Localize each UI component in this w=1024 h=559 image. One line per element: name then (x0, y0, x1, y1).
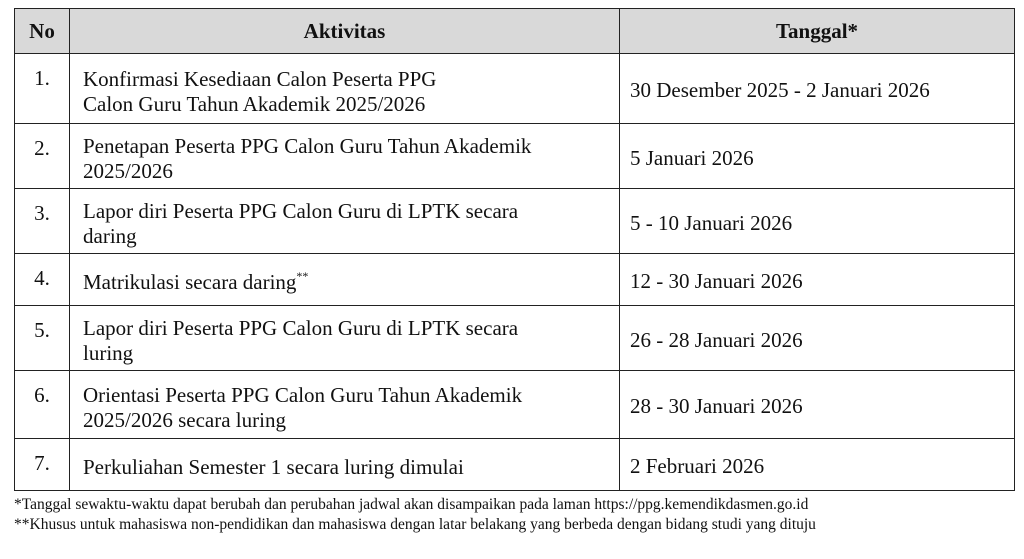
row-number: 3. (15, 189, 70, 254)
schedule-table (14, 8, 1015, 491)
row-number: 5. (15, 306, 70, 371)
activity-line: Lapor diri Peserta PPG Calon Guru di LPTK secara (83, 316, 519, 340)
row-activity (70, 254, 620, 306)
activity-line: Penetapan Peserta PPG Calon Guru Tahun Akademik (83, 134, 532, 158)
table-row (15, 439, 1015, 491)
row-activity (70, 54, 620, 124)
activity-line: luring (83, 341, 134, 365)
row-number: 6. (15, 371, 70, 439)
header-activity: Aktivitas (70, 9, 620, 54)
activity-line: Perkuliahan Semester 1 secara luring dimulai (83, 455, 464, 479)
activity-line: Matrikulasi secara daring (83, 270, 297, 294)
activity-line: 2025/2026 (83, 159, 173, 183)
footnote-marker: ** (296, 269, 309, 283)
table-row (15, 189, 1015, 254)
row-date: 12 - 30 Januari 2026 (620, 254, 1015, 306)
row-date: 2 Februari 2026 (620, 439, 1015, 491)
schedule-document (14, 8, 1014, 535)
row-activity (70, 124, 620, 189)
row-activity (70, 371, 620, 439)
footnote-date-change: *Tanggal sewaktu-waktu dapat berubah dan perubahan jadwal akan disampaikan pada laman https://ppg.kemendikdasmen.go.id (14, 496, 809, 513)
row-number: 1. (15, 54, 70, 124)
table-row (15, 124, 1015, 189)
activity-line: 2025/2026 secara luring (83, 407, 286, 432)
row-date: 30 Desember 2025 - 2 Januari 2026 (620, 54, 1015, 124)
table-row (15, 306, 1015, 371)
activity-line: Lapor diri Peserta PPG Calon Guru di LPTK secara (83, 199, 519, 223)
activity-line: daring (83, 224, 137, 248)
footnotes (14, 495, 1014, 535)
header-no: No (15, 9, 70, 54)
footnote-non-education: **Khusus untuk mahasiswa non-pendidikan dan mahasiswa dengan latar belakang yang berbeda dengan bidang studi yang dituju (14, 516, 816, 533)
activity-line: Calon Guru Tahun Akademik 2025/2026 (83, 91, 426, 116)
row-activity (70, 439, 620, 491)
row-activity (70, 189, 620, 254)
row-date: 5 - 10 Januari 2026 (620, 189, 1015, 254)
table-row (15, 54, 1015, 124)
table-row (15, 371, 1015, 439)
row-date: 28 - 30 Januari 2026 (620, 371, 1015, 439)
activity-line: Konfirmasi Kesediaan Calon Peserta PPG (83, 66, 437, 91)
table-header-row (15, 9, 1015, 54)
header-date: Tanggal* (620, 9, 1015, 54)
row-number: 7. (15, 439, 70, 491)
row-activity (70, 306, 620, 371)
row-date: 5 Januari 2026 (620, 124, 1015, 189)
row-date: 26 - 28 Januari 2026 (620, 306, 1015, 371)
activity-line: Orientasi Peserta PPG Calon Guru Tahun Akademik (83, 382, 523, 407)
row-number: 4. (15, 254, 70, 306)
row-number: 2. (15, 124, 70, 189)
table-row (15, 254, 1015, 306)
